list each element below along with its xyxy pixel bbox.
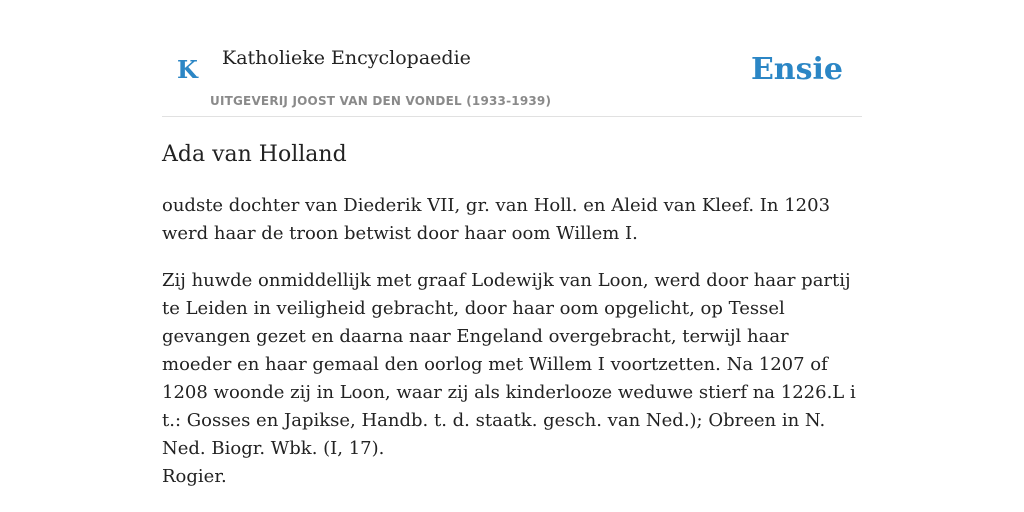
ensie-logo[interactable]: Ensie: [750, 52, 843, 87]
page-container: [162, 0, 862, 487]
article-paragraph: Zij huwde onmiddellijk met graaf Lodewijk van Loon, werd door haar partij te Leiden in veiligheid gebracht, door haar oom opgelicht, op Tessel gevangen gezet en daarna naar Engeland overgebracht, terwijl haar moeder en haar gemaal den oorlog met Willem I voortzetten. Na 1207 of 1208 woonde zij in Loon, waar zij als kinderlooze weduwe stierf na 1226.L i t.: Gosses en Japikse, Handb. t. d. staatk. gesch. van Ned.); Obreen in N. Ned. Biogr. Wbk. (I, 17).: [162, 270, 856, 459]
publication-logo[interactable]: K: [177, 55, 198, 84]
article-author: Rogier.: [162, 466, 227, 487]
publication-title[interactable]: Katholieke Encyclopaedie: [222, 47, 471, 69]
publisher-subtitle: UITGEVERIJ JOOST VAN DEN VONDEL (1933-1939): [210, 94, 552, 108]
article-paragraph: oudste dochter van Diederik VII, gr. van Holl. en Aleid van Kleef. In 1203 werd haar de troon betwist door haar oom Willem I.: [162, 195, 831, 244]
article-title: Ada van Holland: [162, 142, 347, 167]
site-header: [162, 0, 862, 117]
